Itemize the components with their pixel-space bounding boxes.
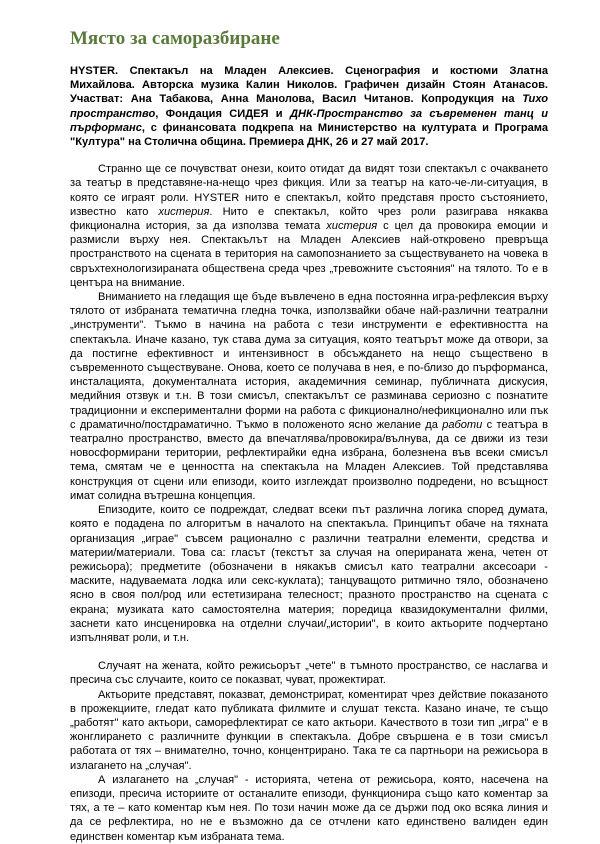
paragraph-6: А излагането на „случая" - историята, четена от режисьора, която, насечена на епизоди, пресича историите от останалите епизоди, функционира също като коментар за тях, а те – като коментар към нея. По този начин може да се държи под око всяка линия и да се рефлектира, но не е възможно да се отчлени като единствено валиден един единствен коментар към избраната тема. xyxy=(70,773,548,843)
credits-text-1: HYSTER. Спектакъл на Младен Алексиев. Сценография и костюми Златна Михайлова. Авторска музика Калин Николов. Графичен дизайн Стоян Атанасов. Участват: Ана Табакова, Анна Манолова, Васил Читанов. Копродукция на xyxy=(70,65,548,106)
credits-text-2: , Фондация СИДЕЯ и xyxy=(155,107,290,120)
paragraph-1-text-a: Странно ще се почувстват онези, които отидат да видят този спектакъл с очакването за театър в представяне-на-нещо чрез фикция. Или за театър на като-че-ли-ситуация, в която се играят роли. HYSTER нито е спектакъл, който представя просто състоянието, известно като xyxy=(70,163,548,218)
paragraph-2-text-a: Вниманието на гледащия ще бъде въвлечено в една постоянна игра-рефлексия върху тялото от избраната тематична гледна точка, използвайки обаче най-различни театрални „инструменти". Тъкмо в начина на работа с тези инструменти е ефективността на спектакъла. Иначе казано, тук става дума за ситуация, която театърът може да отвори, за да постигне ефективност и интензивност в обсъждането на нещо съществено в съвременното съществуване. Онова, което се получава в нея, е по-близо до пърформанса, инсталацията, документалната история, академичния семинар, публичната дискусия, медийния отзвук и т.н. В този смисъл, спектакълът се разминава сериозно с познатите традиционни и експериментални форми на работа с фикционално/нефикционално или пък с драматично/постдраматично. Тъкмо в положеното ясно желание да xyxy=(70,291,548,431)
paragraph-1-italic-a: хистерия xyxy=(158,205,210,218)
article-body xyxy=(70,162,548,844)
credits-org-2: ДНК-Пространство за съвременен танц и пърформанс xyxy=(70,107,549,134)
paragraph-1-italic-b: хистерия xyxy=(326,220,378,233)
article-title: Място за саморазбиране xyxy=(70,28,280,49)
credits-text-3: , с финансовата подкрепа на Министерство на културата и Програма "Култура" на Столична община. Премиера ДНК, 26 и 27 май 2017. xyxy=(70,121,548,149)
paragraph-1 xyxy=(70,162,548,290)
paragraph-5: Актьорите представят, показват, демонстрират, коментират чрез действие показаното в прожекциите, гледат като публиката филмите и слушат текста. Казано иначе, те също „работят" като актьори, саморефлектират се като актьори. Качеството в този тип „игра" е в жонглирането с различните функции в спектакъла. Добре свършена е в този смисъл работата от тях – внимателно, точно, концентрирано. Така те са партньори на режисьора в излагането на „случая". xyxy=(70,688,548,772)
paragraph-1-text-b: . Нито е спектакъл, който чрез роли разиграва някаква фикционална история, за да използва темата xyxy=(70,205,548,233)
paragraph-1-text-c: с цел да провокира емоции и размисли върху нея. Спектакълът на Младен Алексиев най-откровено превръща пространството на сцената в територия на самопознанието за съществуването на човека в свръхтехнологизираната обществена среда чрез „тревожните състояния" на тялото. То е в центъра на внимание. xyxy=(70,220,548,289)
paragraph-2-text-b: с театъра в театрално пространство, вместо да впечатлява/провокира/вълнува, да се движи из тези новосформирани територии, рефлектирайки една избрана, болезнена във всеки смисъл тема, смятам че е ценността на спектакъла на Младен Алексиев. Той представлява конструкция от сцени или епизоди, които изглеждат произволно подредени, но всъщност имат солидна вътрешна концепция. xyxy=(70,418,549,502)
paragraph-3: Епизодите, които се подреждат, следват всеки път различна логика според думата, която е подадена по алгоритъм в началото на спектакъла. Принципът обаче на тяхната организация „играе" съвсем рационално с различни театрални елементи, средства и материи/материали. Това са: гласът (текстът за случая на оперираната жена, четен от режисьора); предметите (обозначени в някакъв смисъл като театрални аксесоари - маските, надуваемата лодка или секс-куклата); танцуващото ритмично тяло, обозначено ясно в своя пол/род или естетизирана телесност; празното пространство на сцената с екрана; музиката като самостоятелна материя; поредица квазидокументални филми, заснети като инсценировка на отделни случаи/„истории", в които актьорите подчертано изпълняват роли, и т.н. xyxy=(70,504,548,644)
credits-org-1: Тихо пространство xyxy=(70,93,548,120)
paragraph-4: Случаят на жената, който режисьорът „чете" в тъмното пространство, се наслагва и пресича със случаите, които се показват, чуват, прожектират. xyxy=(70,660,548,687)
paragraph-2 xyxy=(70,290,548,503)
production-credits xyxy=(70,64,548,149)
paragraph-2-italic: работи xyxy=(442,418,483,431)
